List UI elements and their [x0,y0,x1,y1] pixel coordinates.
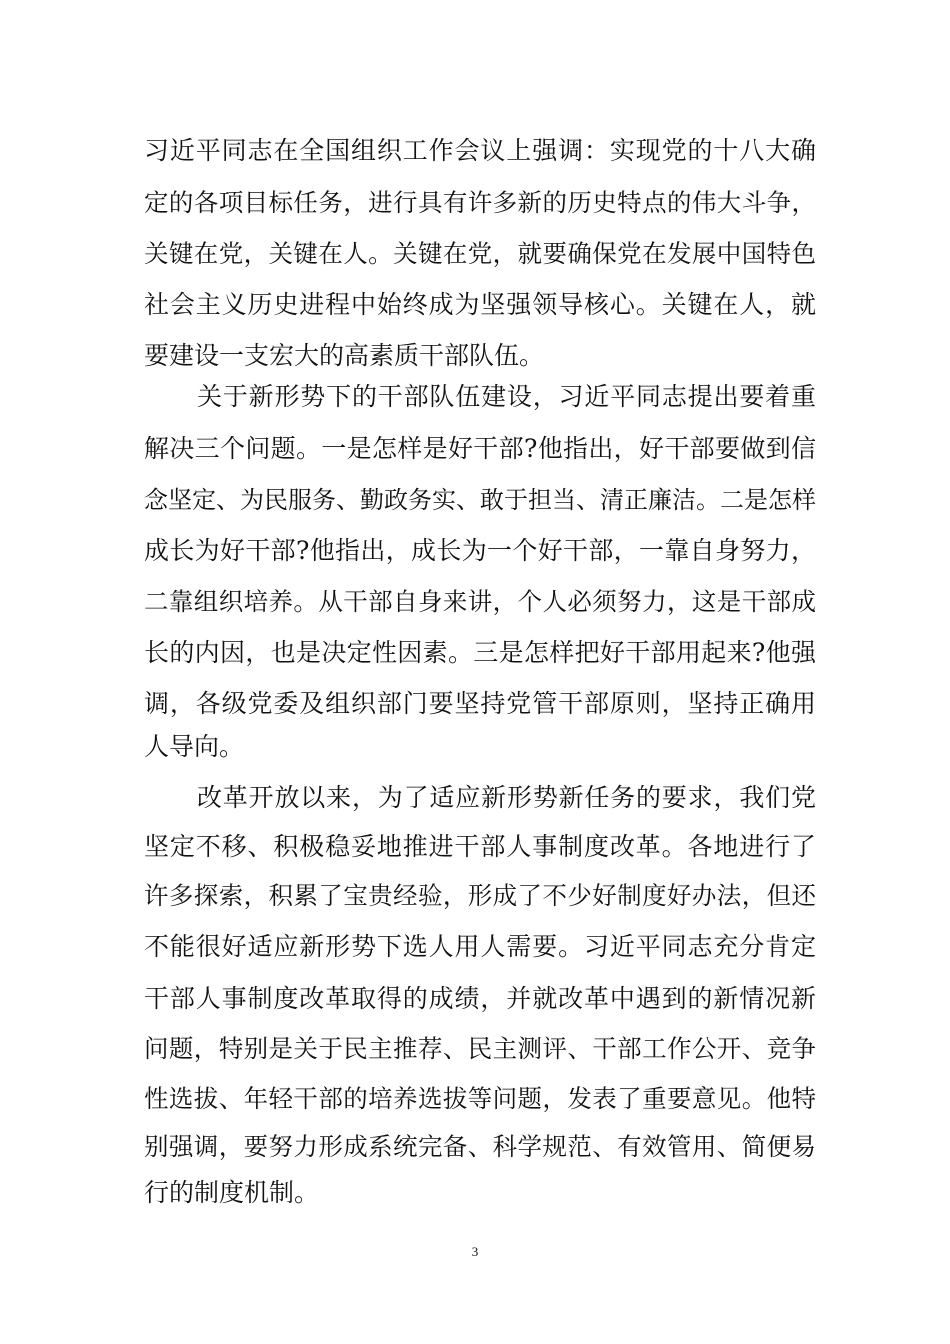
text-line: 习近平同志在全国组织工作会议上强调：实现党的十八大确 [144,136,816,165]
text-line: 问题，特别是关于民主推荐、民主测评、干部工作公开、竞争 [144,1034,816,1063]
text-line: 要建设一支宏大的高素质干部队伍。 [144,341,545,370]
text-line: 长的内因，也是决定性因素。三是怎样把好干部用起来?他强 [144,638,816,667]
text-line: 许多探索，积累了宝贵经验，形成了不少好制度好办法，但还 [144,881,816,910]
text-line: 二靠组织培养。从干部自身来讲，个人必须努力，这是干部成 [144,587,816,616]
text-line: 改革开放以来，为了适应新形势新任务的要求，我们党 [197,783,816,812]
text-line: 别强调，要努力形成系统完备、科学规范、有效管用、简便易 [144,1132,816,1161]
text-line: 不能很好适应新形势下选人用人需要。习近平同志充分肯定 [144,932,816,961]
text-line: 社会主义历史进程中始终成为坚强领导核心。关键在人，就 [144,290,816,319]
text-line: 人导向。 [144,732,245,761]
text-line: 定的各项目标任务，进行具有许多新的历史特点的伟大斗争， [144,188,816,217]
page-number: 3 [471,1244,479,1259]
text-line: 关于新形势下的干部队伍建设，习近平同志提出要着重 [197,382,816,411]
text-line: 调，各级党委及组织部门要坚持党管干部原则，坚持正确用 [144,689,816,718]
text-line: 干部人事制度改革取得的成绩，并就改革中遇到的新情况新 [144,984,816,1013]
text-line: 坚定不移、积极稳妥地推进干部人事制度改革。各地进行了 [144,832,816,861]
text-line: 性选拔、年轻干部的培养选拔等问题，发表了重要意见。他特 [144,1084,816,1113]
text-line: 念坚定、为民服务、勤政务实、敢于担当、清正廉洁。二是怎样 [144,486,816,514]
text-line: 关键在党，关键在人。关键在党，就要确保党在发展中国特色 [144,239,816,268]
text-line: 解决三个问题。一是怎样是好干部?他指出，好干部要做到信 [144,434,816,463]
text-line: 行的制度机制。 [144,1178,320,1207]
text-line: 成长为好干部?他指出，成长为一个好干部，一靠自身努力， [144,536,816,565]
